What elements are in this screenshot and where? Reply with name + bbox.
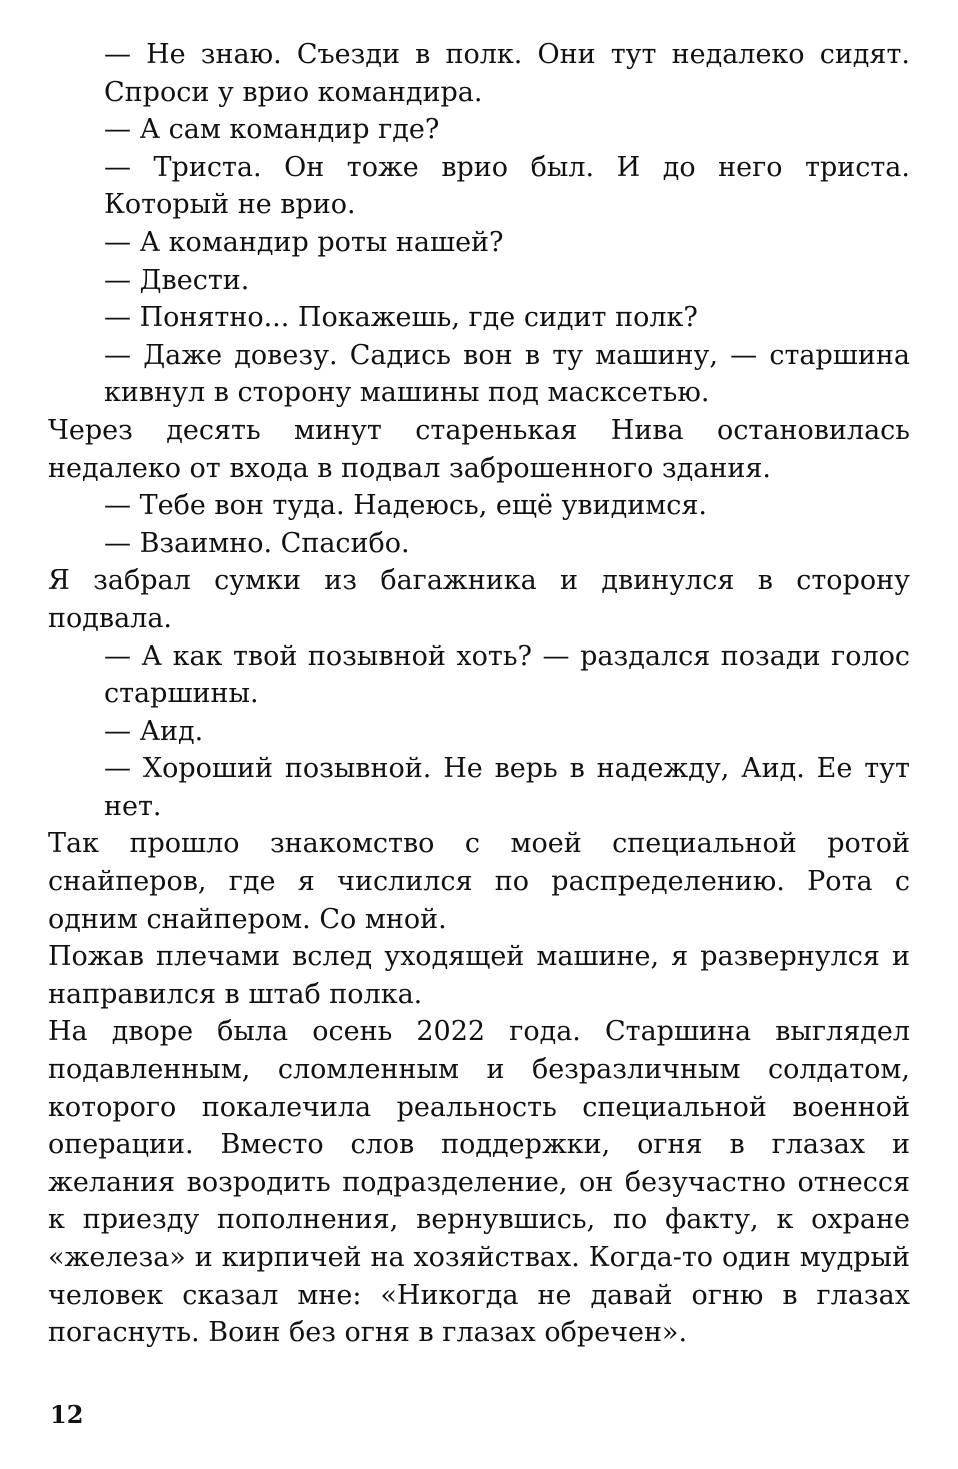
paragraph: — Хороший позывной. Не верь в надежду, Аид. Ее тут нет. xyxy=(104,753,910,822)
paragraph: — Не знаю. Съезди в полк. Они тут недалеко сидят. Спроси у врио командира. xyxy=(104,39,910,108)
paragraph: — Взаимно. Спасибо. xyxy=(104,527,410,559)
paragraph: — Даже довезу. Садись вон в ту машину, — старшина кивнул в сторону машины под масксетью. xyxy=(104,339,910,409)
paragraph: Я забрал сумки из багажника и двинулся в сторону подвала. xyxy=(48,565,910,634)
paragraph: Через десять минут старенькая Нива остановилась недалеко от входа в подвал заброшенного здания. xyxy=(48,414,910,484)
paragraph: — Понятно... Покажешь, где сидит полк? xyxy=(104,302,698,334)
paragraph: — А командир роты нашей? xyxy=(104,226,504,258)
paragraph: Так прошло знакомство с моей специальной ротой снайперов, где я числился по распределению. Рота с одним снайпером. Со мной. xyxy=(48,828,910,935)
paragraph: — Триста. Он тоже врио был. И до него триста. Который не врио. xyxy=(104,151,910,221)
paragraph: На дворе была осень 2022 года. Старшина выглядел подавленным, сломленным и безразличным солдатом, которого покалечила реальность специальной военной операции. Вместо слов поддержки, огня в глазах и желания возродить подразделение, он безучастно отнесся к приезду пополнения, вернувшись, по факту, к охране «железа» и кирпичей на хозяйствах. Когда-то один мудрый человек сказал мне: «Никогда не давай огню в глазах погаснуть. Воин без огня в глазах обречен». xyxy=(48,1016,910,1349)
paragraph: — Аид. xyxy=(104,715,204,747)
paragraph: — А как твой позывной хоть? — раздался позади голос старшины. xyxy=(104,640,910,710)
page-body xyxy=(48,36,910,1352)
paragraph: — Двести. xyxy=(104,264,250,296)
paragraph: Пожав плечами вслед уходящей машине, я развернулся и направился в штаб полка. xyxy=(48,941,910,1010)
paragraph: — А сам командир где? xyxy=(104,114,440,146)
paragraph: — Тебе вон туда. Надеюсь, ещё увидимся. xyxy=(104,490,707,522)
page-number: 12 xyxy=(50,1400,84,1429)
